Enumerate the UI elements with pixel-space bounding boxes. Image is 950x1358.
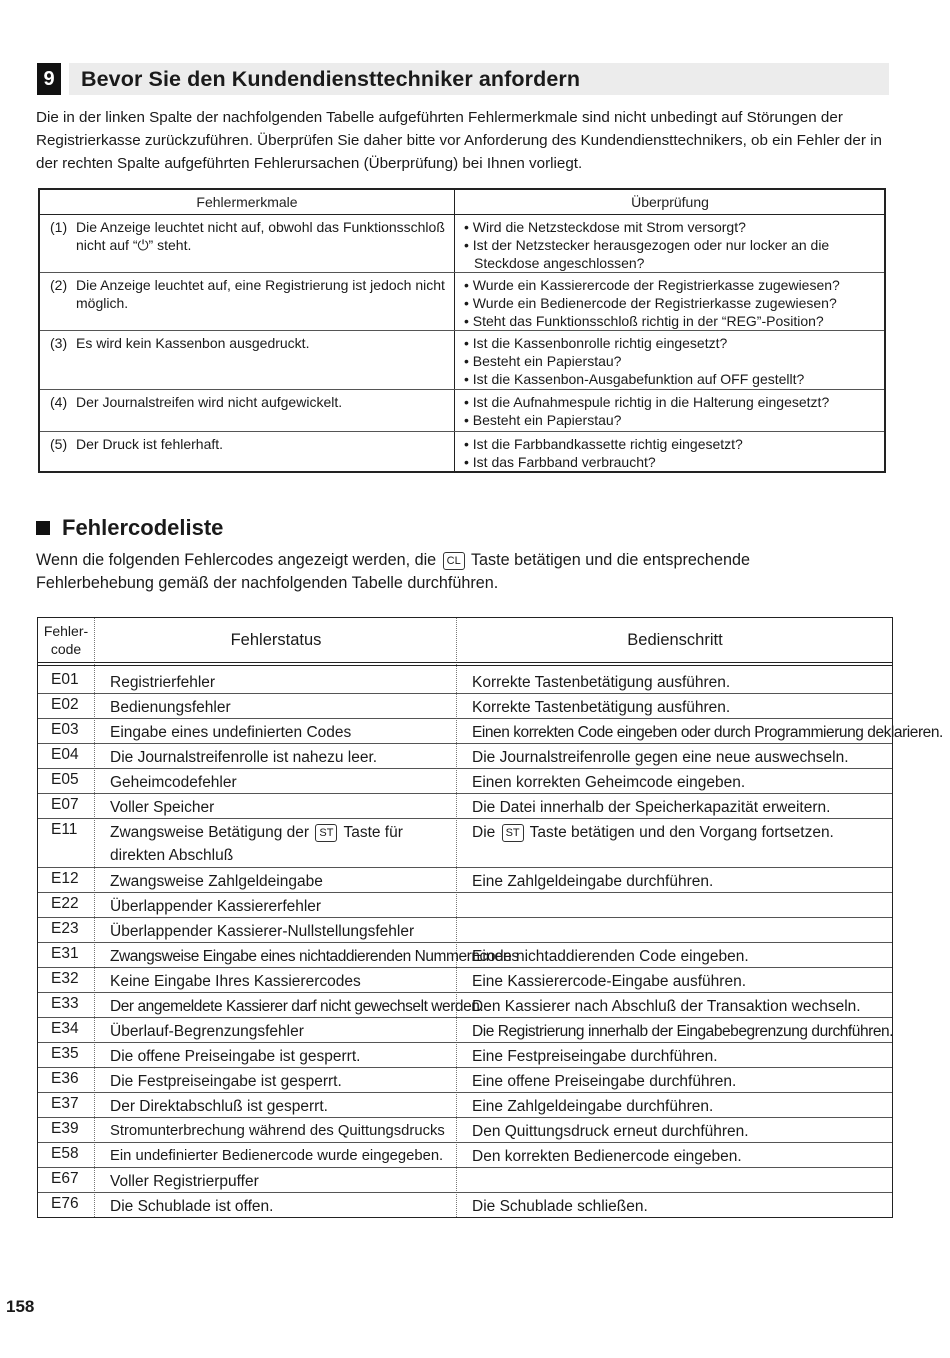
- section-heading: [37, 63, 889, 95]
- check-item: • Steht das Funktionsschloß richtig in der “REG”-Position?: [464, 313, 824, 329]
- check-item: • Ist der Netzstecker herausgezogen oder nur locker an die Steckdose angeschlossen?: [464, 237, 830, 271]
- table-row: (4) Der Journalstreifen wird nicht aufgewickelt. • Ist die Aufnahmespule richtig in die Halterung eingesetzt? • Besteht ein Papierstau?: [40, 389, 884, 431]
- check-item: • Wird die Netzsteckdose mit Strom versorgt?: [464, 219, 746, 235]
- symptom-table: [38, 188, 886, 473]
- section-number: 9: [37, 63, 61, 95]
- table-row: (2) Die Anzeige leuchtet auf, eine Registrierung ist jedoch nicht möglich. • Wurde ein Kassierercode der Registrierkasse zugewiesen? • Wurde ein Bedienercode der Registrierkasse zugewiesen? • Steht das Funktionsschloß richtig in der “REG”-Position?: [40, 272, 884, 330]
- symptom-text: Der Journalstreifen wird nicht aufgewickelt.: [76, 394, 343, 410]
- header-action: Bedienschritt: [627, 630, 723, 649]
- symptom-text: Der Druck ist fehlerhaft.: [76, 436, 224, 452]
- table-row: (1) Die Anzeige leuchtet nicht auf, obwohl das Funktionsschloß nicht auf “⏻” steht. • Wird die Netzsteckdose mit Strom versorgt? • Ist der Netzstecker herausgezogen oder nur locker an die Steckdose angeschlossen?: [40, 214, 884, 272]
- st-key-icon: ST: [502, 824, 524, 842]
- symptom-text: Es wird kein Kassenbon ausgedruckt.: [76, 335, 310, 351]
- check-item: • Wurde ein Bedienercode der Registrierkasse zugewiesen?: [464, 295, 837, 311]
- check-item: • Ist das Farbband verbraucht?: [464, 454, 656, 470]
- square-bullet-icon: [36, 521, 50, 535]
- symptom-text: Die Anzeige leuchtet auf, eine Registrierung ist jedoch nicht möglich.: [76, 277, 445, 311]
- header-code: Fehler- code: [43, 623, 89, 657]
- check-item: • Ist die Kassenbonrolle richtig eingesetzt?: [464, 335, 728, 351]
- check-item: • Ist die Farbbandkassette richtig eingesetzt?: [464, 436, 743, 452]
- table-row: (5) Der Druck ist fehlerhaft. • Ist die Farbbandkassette richtig eingesetzt? • Ist das Farbband verbraucht?: [40, 431, 884, 473]
- check-item: • Besteht ein Papierstau?: [464, 353, 622, 369]
- error-section-title: Fehlercodeliste: [62, 515, 224, 540]
- page-number: 158: [6, 1297, 35, 1316]
- table-row: (3) Es wird kein Kassenbon ausgedruckt. • Ist die Kassenbonrolle richtig eingesetzt? • Besteht ein Papierstau? • Ist die Kassenbon-Ausgabefunktion auf OFF gestellt?: [40, 330, 884, 388]
- symptom-text: Die Anzeige leuchtet nicht auf, obwohl das Funktionsschloß nicht auf “⏻” steht.: [76, 219, 445, 253]
- check-item: • Ist die Kassenbon-Ausgabefunktion auf OFF gestellt?: [464, 371, 805, 387]
- check-item: • Wurde ein Kassierercode der Registrierkasse zugewiesen?: [464, 277, 840, 293]
- section-intro: Die in der linken Spalte der nachfolgenden Tabelle aufgeführten Fehlermerkmale sind nicht unbedingt auf Störungen der Registrierkasse zurückzuführen. Überprüfen Sie daher bitte vor Anforderung des Kundendiensttechnikers, ob ein Fehler der in der rechten Spalte aufgeführten Fehlerursachen (Überprüfung) bei Ihnen vorliegt.: [36, 109, 882, 172]
- error-section-heading: [36, 515, 223, 541]
- check-item: • Besteht ein Papierstau?: [464, 412, 622, 428]
- st-key-icon: ST: [315, 824, 337, 842]
- check-item: • Ist die Aufnahmespule richtig in die Halterung eingesetzt?: [464, 394, 830, 410]
- section-title: Bevor Sie den Kundendiensttechniker anfordern: [69, 63, 889, 95]
- error-section-intro: Wenn die folgenden Fehlercodes angezeigt werden, die CL Taste betätigen und die entsprechende Fehlerbehebung gemäß der nachfolgenden Tabelle durchführen.: [36, 551, 750, 592]
- header-checks: Überprüfung: [631, 194, 709, 210]
- header-symptoms: Fehlermerkmale: [196, 194, 298, 210]
- header-status: Fehlerstatus: [230, 630, 322, 649]
- cl-key-icon: CL: [443, 552, 465, 570]
- error-code-table: Fehler- code Fehlerstatus Bedienschritt E01 Registrierfehler Korrekte Tastenbetätigung ausführen. E02 Bedienungsfehler Korrekte Tastenbetätigung ausführen. E03 Eingabe eines undefinierten Codes Einen korrekten Code eingeben oder durch Programmierung deklarieren. E04 Die Journalstreifenrolle ist nahezu leer. Die Journalstreifenrolle gegen eine neue auswechseln. E05 Geheimcodefehler Einen korrekten Geheimcode eingeben. E07 Voller Speicher Die Datei innerhalb der Speicherkapazität erweitern. E11 Zwangsweise Betätigung der ST Taste für direkten Abschluß Die ST Taste betätigen und den Vorgang fortsetzen. E12 Zwangsweise Zahlgeldeingabe Eine Zahlgeldeingabe durchführen. E22 Überlappender Kassiererfehler E23 Überlappender Kassierer-Nullstellungsfehler E31 Zwangsweise Eingabe eines nichtaddierenden Nummerncodes Einen nichtaddierenden Code eingeben. E32 Keine Eingabe Ihres Kassierercodes Eine Kassierercode-Eingabe ausführen. E33 Der angemeldete Kassierer darf nicht gewechselt werden. Den Kassierer nach Abschluß der Transaktion wechseln. E34 Überlauf-Begrenzungsfehler Die Registrierung innerhalb der Eingabebegrenzung durchführen. E35 Die offene Preiseingabe ist gesperrt. Eine Festpreiseingabe durchführen. E36 Die Festpreiseingabe ist gesperrt. Eine offene Preiseingabe durchführen. E37 Der Direktabschluß ist gesperrt. Eine Zahlgeldeingabe durchführen. E39 Stromunterbrechung während des Quittungsdrucks Den Quittungsdruck erneut durchführen. E58 Ein undefinierter Bedienercode wurde eingegeben. Den korrekten Bedienercode eingeben. E67 Voller Registrierpuffer E76 Die Schublade ist offen. Die Schublade schließen.: [37, 617, 893, 1218]
